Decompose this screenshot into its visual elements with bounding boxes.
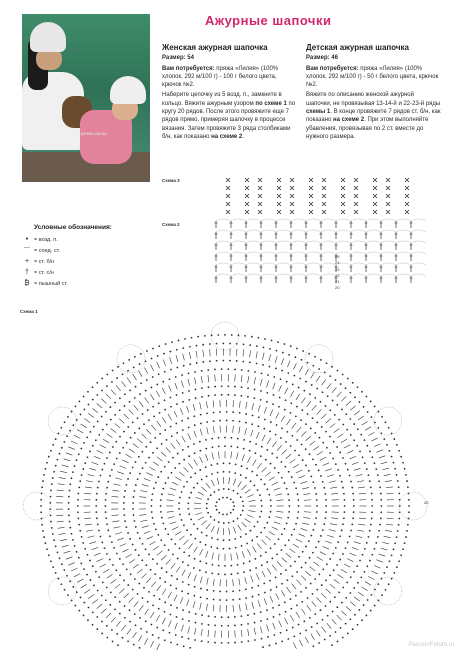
- watermark: PassionForum.ru: [408, 642, 454, 648]
- kids-hat-materials: Вам потребуется: пряжа «Лилия» (100% хлопок, 292 м/100 г) - 50 г белого цвета, крючок №2.: [306, 65, 441, 90]
- scheme-3-label: Схема 3: [162, 178, 180, 183]
- single-crochet-icon: +: [20, 258, 34, 265]
- scheme-3-diagram: [222, 176, 422, 218]
- legend: [20, 224, 160, 289]
- legend-heading: Условные обозначения:: [20, 224, 160, 231]
- kids-hat-column: [306, 44, 441, 143]
- puff-stitch-icon: ₿: [20, 280, 34, 287]
- kids-hat-instructions: Вяжите по описанию женской ажурной шапочки, не провязывая 13-14-й и 22-23-й ряды схемы 1. В конце провяжите 7 рядов ст. б/н, как показано на схеме 2. При этом выполняйте убавления, провязывая по 2 ст. вместе до нужного размера.: [306, 91, 441, 141]
- women-hat-materials: Вам потребуется: пряжа «Лилия» (100% хлопок, 292 м/100 г) - 100 г белого цвета, крючок №2.: [162, 65, 297, 90]
- kids-hat-heading: Детская ажурная шапочка: [306, 44, 441, 52]
- photo-credit: ПАНЦИРЕВА ШАПКА: [72, 132, 107, 136]
- women-hat-heading: Женская ажурная шапочка: [162, 44, 297, 52]
- photo-hat-child: [110, 76, 146, 104]
- scheme-2-row-numbers: 25 24 23 22 21 20: [335, 254, 339, 292]
- page-title: Ажурные шапочки: [205, 13, 445, 28]
- scheme-2-diagram: [210, 218, 430, 298]
- legend-item-chain: • = возд. п.: [20, 234, 160, 245]
- legend-item-sc: + = ст. б/н: [20, 256, 160, 267]
- photo-hat-women: [30, 22, 66, 52]
- scheme-2-label: Схема 2: [162, 222, 180, 227]
- scheme-1-row-number: 20: [424, 500, 428, 505]
- legend-item-dc: † = ст. с/н: [20, 267, 160, 278]
- kids-hat-size: Размер: 46: [306, 54, 441, 62]
- women-hat-instructions: Наберите цепочку из 5 возд. п., замкните в кольцо. Вяжите ажурным узором по схеме 1 по кругу 20 рядов. После этого провяжите еще 7 рядов прямо, примеряя шапочку в процессе вязания. Затем провяжите 3 ряда столбиками б/н, как показано на схеме 2.: [162, 91, 297, 141]
- women-hat-column: [162, 44, 297, 143]
- double-crochet-icon: †: [20, 269, 34, 276]
- slip-stitch-icon: ⌒: [20, 246, 34, 256]
- scheme-1-diagram: [10, 296, 450, 656]
- legend-item-slip: ⌒ = соед. ст.: [20, 245, 160, 256]
- legend-item-puff: ₿ = пышный ст.: [20, 278, 160, 289]
- scheme-1-label: Схема 1: [20, 309, 38, 314]
- chain-stitch-icon: •: [20, 236, 34, 243]
- photo-mother-child-hats: [22, 14, 150, 182]
- women-hat-size: Размер: 54: [162, 54, 297, 62]
